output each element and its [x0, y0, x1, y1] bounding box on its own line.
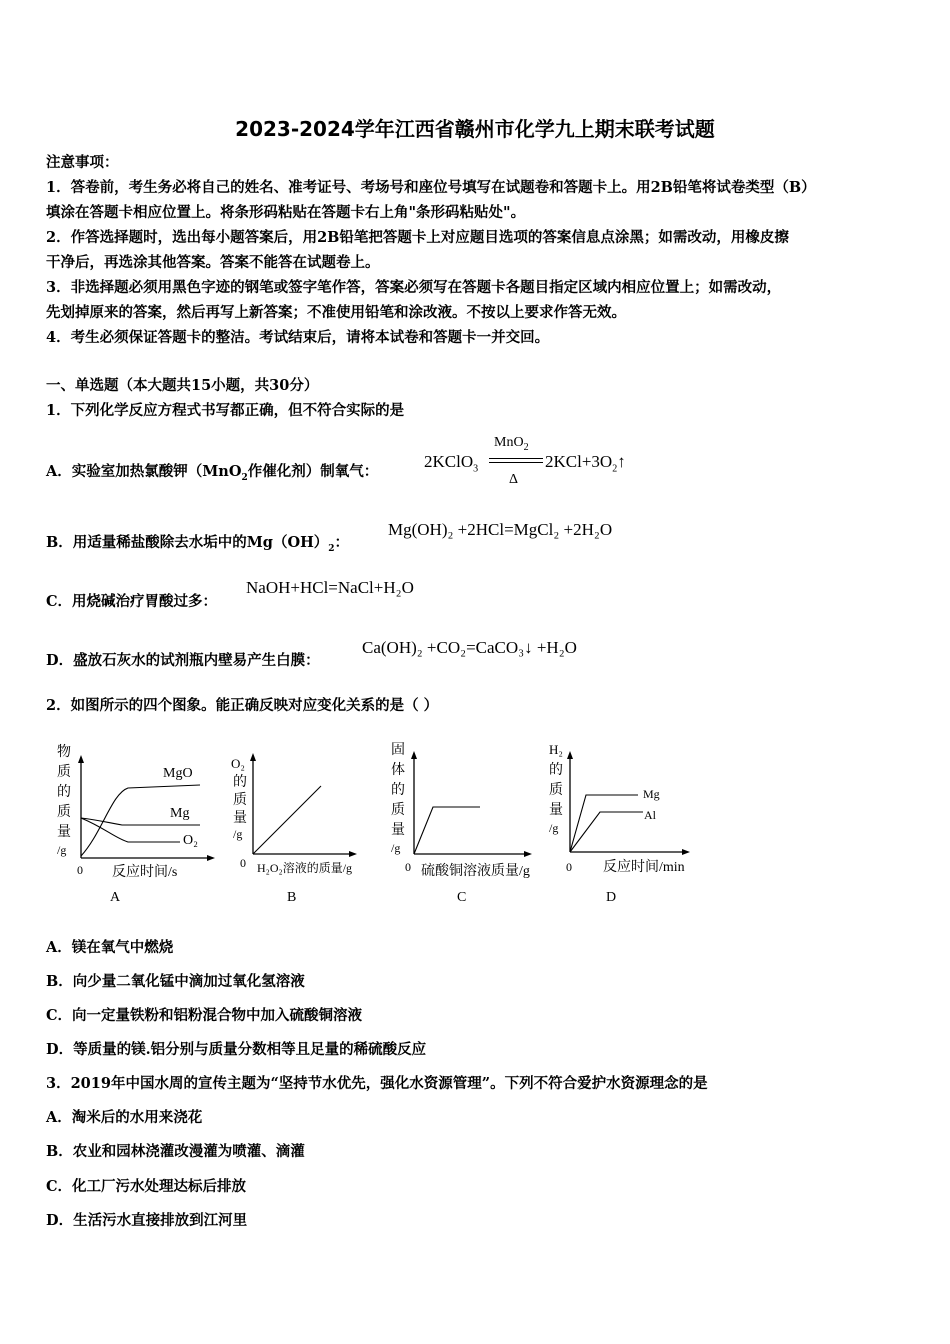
q1-a-arrow-line-bottom	[489, 462, 543, 463]
q2-option-a: A．镁在氧气中燃烧	[46, 939, 174, 956]
notice-line-2b: 干净后，再选涂其他答案。答案不能答在试题卷上。	[46, 254, 380, 271]
graph-d-series-mg: Mg	[643, 787, 660, 801]
graph-d-ylabel-4: 量	[549, 803, 563, 818]
q2-option-c: C．向一定量铁粉和铝粉混合物中加入硫酸铜溶液	[46, 1007, 363, 1024]
graph-a-series-mg: Mg	[170, 806, 190, 821]
graph-a-ylabel-3: 的	[57, 785, 71, 800]
graph-b-ylabel-4: 量	[233, 811, 247, 826]
graph-d-series-al: Al	[644, 808, 656, 822]
graph-c	[391, 742, 532, 905]
graph-d-ylabel-1: H₂	[549, 742, 563, 757]
graph-d-xlabel: 反应时间/min	[603, 860, 685, 875]
graph-d-line-al	[570, 812, 643, 852]
q3-option-a: A．淘米后的水用来浇花	[46, 1109, 203, 1126]
graph-d-ylabel-3: 质	[549, 783, 563, 798]
q1-option-b: B．用适量稀盐酸除去水垢中的$Mg(OH)_2$：	[46, 534, 350, 554]
q3-option-b: B．农业和园林浇灌改漫灌为喷灌、滴灌	[46, 1143, 305, 1160]
graph-d	[549, 742, 690, 905]
graph-d-ylabel-5: /g	[549, 821, 559, 835]
graph-c-ylabel-1: 固	[391, 743, 405, 758]
graph-b-x-arrow	[349, 851, 357, 857]
graph-a-xlabel: 反应时间/s	[112, 865, 178, 880]
q3-stem: 3．2019年中国水周的宣传主题为“坚持节水优先，强化水资源管理”。下列不符合爱护水资源理念的是	[46, 1075, 708, 1092]
q1-b-equation: Mg(OH)₂ +2HCl=MgCl₂ +2H₂O	[388, 520, 613, 539]
graph-a-ylabel-2: 质	[57, 765, 71, 780]
graph-b-ylabel-1: O₂	[231, 756, 245, 771]
graph-b	[231, 753, 357, 905]
q1-option-c: C．用烧碱治疗胃酸过多：	[46, 593, 218, 610]
q3-option-d: D．生活污水直接排放到江河里	[46, 1212, 248, 1229]
graph-a-caption: A	[110, 890, 121, 905]
graph-b-y-arrow	[250, 753, 256, 761]
graph-c-ylabel-4: 质	[391, 803, 405, 818]
notice-heading: 注意事项：	[46, 154, 119, 171]
q2-graphs	[40, 738, 740, 910]
graph-b-ylabel-5: /g	[233, 827, 243, 841]
graph-c-x-arrow	[524, 851, 532, 857]
graph-b-ylabel-3: 质	[233, 793, 247, 808]
q2-stem: 2．如图所示的四个图象。能正确反映对应变化关系的是（ ）	[46, 697, 439, 714]
page-title: 2023-2024学年江西省赣州市化学九上期末联考试题	[235, 117, 715, 141]
graph-d-x-arrow	[682, 849, 690, 855]
notice-line-3a: 3．非选择题必须用黑色字迹的钢笔或签字笔作答，答案必须写在答题卡各题目指定区域内相应位置上；如需改动，	[46, 279, 782, 296]
graph-a-series-o2: O₂	[183, 833, 198, 848]
graph-c-origin: 0	[405, 860, 411, 874]
q1-option-d: D．盛放石灰水的试剂瓶内壁易产生白膜：	[46, 652, 320, 669]
q3-option-c: C．化工厂污水处理达标后排放	[46, 1178, 247, 1195]
graph-d-ylabel-2: 的	[549, 763, 563, 778]
q1-option-a: A．实验室加热氯酸钾（MnO$_2$作催化剂）制氧气：	[46, 463, 379, 483]
notice-line-4: 4．考生必须保证答题卡的整洁。考试结束后，请将本试卷和答题卡一并交回。	[46, 329, 550, 346]
notice-line-2a: 2．作答选择题时，选出每小题答案后，用2B铅笔把答题卡上对应题目选项的答案信息点涂黑；如需改动，用橡皮擦	[46, 229, 789, 246]
q1-a-catalyst: MnO$_2$	[494, 435, 529, 453]
graph-a-y-arrow	[78, 755, 84, 763]
graph-a-ylabel-4: 质	[57, 805, 71, 820]
graph-d-line-mg	[570, 795, 638, 852]
q1-a-arrow-line-top	[489, 458, 543, 459]
graph-d-origin: 0	[566, 860, 572, 874]
q1-d-equation: Ca(OH)₂ +CO₂=CaCO₃↓ +H₂O	[362, 638, 577, 657]
graph-b-line	[253, 786, 321, 854]
graph-c-ylabel-2: 体	[391, 763, 405, 778]
graph-c-caption: C	[457, 890, 467, 905]
graph-a-curve-o2	[81, 818, 180, 842]
graph-c-ylabel-5: 量	[391, 823, 405, 838]
section-heading: 一、单选题（本大题共15小题，共30分）	[46, 377, 319, 394]
notice-line-3b: 先划掉原来的答案，然后再写上新答案；不准使用铅笔和涂改液。不按以上要求作答无效。	[46, 304, 626, 321]
graph-c-line	[414, 807, 480, 854]
graph-c-y-arrow	[411, 751, 417, 759]
q2-option-b: B．向少量二氧化锰中滴加过氧化氢溶液	[46, 973, 305, 990]
graph-a-origin: 0	[77, 863, 83, 877]
graph-a-ylabel-1: 物	[57, 745, 71, 760]
graph-a	[57, 743, 215, 905]
graph-b-xlabel: H₂O₂溶液的质量/g	[257, 861, 353, 875]
graph-c-xlabel: 硫酸铜溶液质量/g	[421, 864, 530, 879]
graph-d-caption: D	[606, 890, 617, 905]
q2-option-d: D．等质量的镁.铝分别与质量分数相等且足量的稀硫酸反应	[46, 1041, 427, 1058]
graph-a-ylabel-5: 量	[57, 825, 71, 840]
graph-a-series-mgo: MgO	[163, 766, 193, 781]
graph-d-y-arrow	[567, 751, 573, 759]
graph-c-ylabel-3: 的	[391, 783, 405, 798]
q1-a-equation-right: $2KCl+3O_2↑$	[545, 452, 626, 475]
graph-a-x-arrow	[207, 855, 215, 861]
q1-a-condition: Δ	[509, 472, 519, 487]
q1-a-equation-left: 2KClO$_3$	[424, 452, 479, 475]
graph-b-origin: 0	[240, 856, 246, 870]
graph-c-ylabel-6: /g	[391, 841, 401, 855]
graph-b-ylabel-2: 的	[233, 775, 247, 790]
q1-stem: 1．下列化学反应方程式书写都正确，但不符合实际的是	[46, 402, 405, 419]
notice-line-1a: 1．答卷前，考生务必将自己的姓名、准考证号、考场号和座位号填写在试题卷和答题卡上。用2B铅笔将试卷类型（B）	[46, 179, 816, 196]
q1-c-equation: NaOH+HCl=NaCl+H₂O	[246, 578, 414, 597]
graph-b-caption: B	[287, 890, 297, 905]
notice-line-1b: 填涂在答题卡相应位置上。将条形码粘贴在答题卡右上角"条形码粘贴处"。	[46, 204, 526, 221]
graph-a-ylabel-6: /g	[57, 843, 67, 857]
